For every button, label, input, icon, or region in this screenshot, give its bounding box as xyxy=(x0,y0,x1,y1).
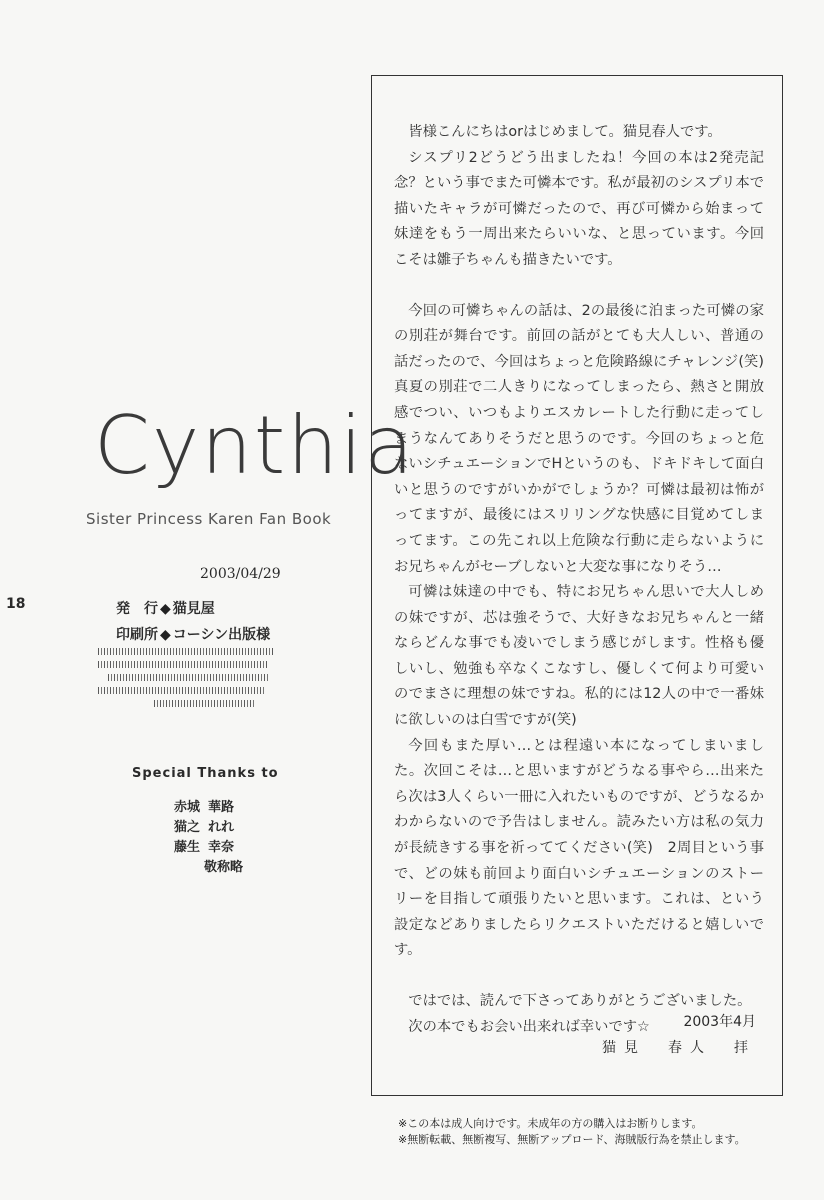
diamond-icon: ◆ xyxy=(160,627,171,643)
thanks-name xyxy=(174,838,243,858)
thanks-heading: Special Thanks to xyxy=(132,766,279,781)
diamond-icon: ◆ xyxy=(160,601,171,617)
publisher-label: 発 行 xyxy=(116,601,158,617)
illegible-print-block xyxy=(98,648,274,713)
family-name: 猫之 xyxy=(174,820,201,835)
page-number: 18 xyxy=(6,596,26,612)
notice-line: ※無断転載、無断複写、無断アップロード、海賊版行為を禁止します。 xyxy=(398,1133,746,1146)
afterword-paragraph: ではでは、読んで下さってありがとうございました。 xyxy=(408,993,752,1009)
signature-date: 2003年4月 xyxy=(683,1014,756,1030)
illegible-line xyxy=(108,674,268,681)
thanks-list xyxy=(174,798,243,878)
afterword-paragraph: 皆様こんにちはorはじめまして。猫見春人です。 xyxy=(408,124,722,140)
afterword-paragraph: 今回の可憐ちゃんの話は、2の最後に泊まった可憐の家の別荘が舞台です。前回の話がとても大人しい、普通の話だったので、今回はちょっと危険路線にチャレンジ(笑)真夏の別荘で二人きりになってしまったら、熱さと開放感でつい、いつもよりエスカレートした行動に走ってしまうなんてありそうだと思うのです。今回のちょっと危ないシチュエーションでHというのも、ドキドキして面白いと思うのですがいかがでしょうか？可憐は最初は怖がってますが、最後にはスリリングな快感に目覚めてしまってます。この先これ以上危険な行動に走らないようにお兄ちゃんがセーブしないと大変な事になりそう… xyxy=(394,302,764,575)
afterword-paragraph: シスプリ2どうどう出ましたね！今回の本は2発売記念？という事でまた可憐本です。私が最初のシスプリ本で描いたキャラが可憐だったので、再び可憐から始まって妹達をもう一周出来たらいいな、と思っています。今回こそは雛子ちゃんも描きたいです。 xyxy=(394,149,764,268)
printer-label: 印刷所 xyxy=(116,627,158,643)
notice-line: ※この本は成人向けです。未成年の方の購入はお断りします。 xyxy=(398,1117,703,1130)
printer-row xyxy=(116,622,270,648)
given-name: 華路 xyxy=(208,800,235,815)
family-name: 藤生 xyxy=(174,840,201,855)
publisher-name: 猫見屋 xyxy=(172,601,215,617)
illegible-line xyxy=(98,687,266,694)
publication-date: 2003/04/29 xyxy=(200,566,281,582)
legal-notice xyxy=(398,1116,746,1148)
given-name: 幸奈 xyxy=(208,840,235,855)
honorifics-note: 敬称略 xyxy=(204,860,244,875)
afterword-paragraph: 可憐は妹達の中でも、特にお兄ちゃん思いで大人しめの妹ですが、芯は強そうで、大好きなお兄ちゃんと一緒ならどんな事でも凌いでしまう感じがします。性格も優しいし、勉強も卒なくこなすし、優しくて何より可愛いのでまさに理想の妹ですね。私的には12人の中で一番妹に欲しいのは白雪ですが(笑) xyxy=(394,584,764,729)
family-name: 赤城 xyxy=(174,800,201,815)
afterword-box xyxy=(371,75,783,1096)
illegible-line xyxy=(154,700,254,707)
book-subtitle: Sister Princess Karen Fan Book xyxy=(86,510,332,528)
printer-name: コーシン出版様 xyxy=(172,627,271,643)
afterword-paragraph: 次の本でもお会い出来れば幸いです☆ xyxy=(408,1018,650,1035)
colophon xyxy=(116,596,270,648)
given-name: れれ xyxy=(208,820,235,835)
illegible-line xyxy=(98,648,274,655)
illegible-line xyxy=(98,661,268,668)
afterword-text xyxy=(394,120,764,1040)
thanks-name xyxy=(174,818,243,838)
afterword-paragraph: 今回もまた厚い…とは程遠い本になってしまいました。次回こそは…と思いますがどうなる事やら…出来たら次は3人くらい一冊に入れたいものですが、どうなるかわからないので予告はしません。読みたい方は私の気力が長続きする事を祈っててください(笑) 2周目という事で、どの妹も前回より面白いシチュエーションのストーリーを目指して頑張りたいと思います。これは、という設定などありましたらリクエストいただけると嬉しいです。 xyxy=(394,737,764,959)
thanks-name xyxy=(174,798,243,818)
signature xyxy=(602,1009,756,1061)
signature-name: 猫見 春人 拝 xyxy=(602,1040,756,1056)
publisher-row xyxy=(116,596,270,622)
book-title: Cynthia xyxy=(94,399,416,492)
